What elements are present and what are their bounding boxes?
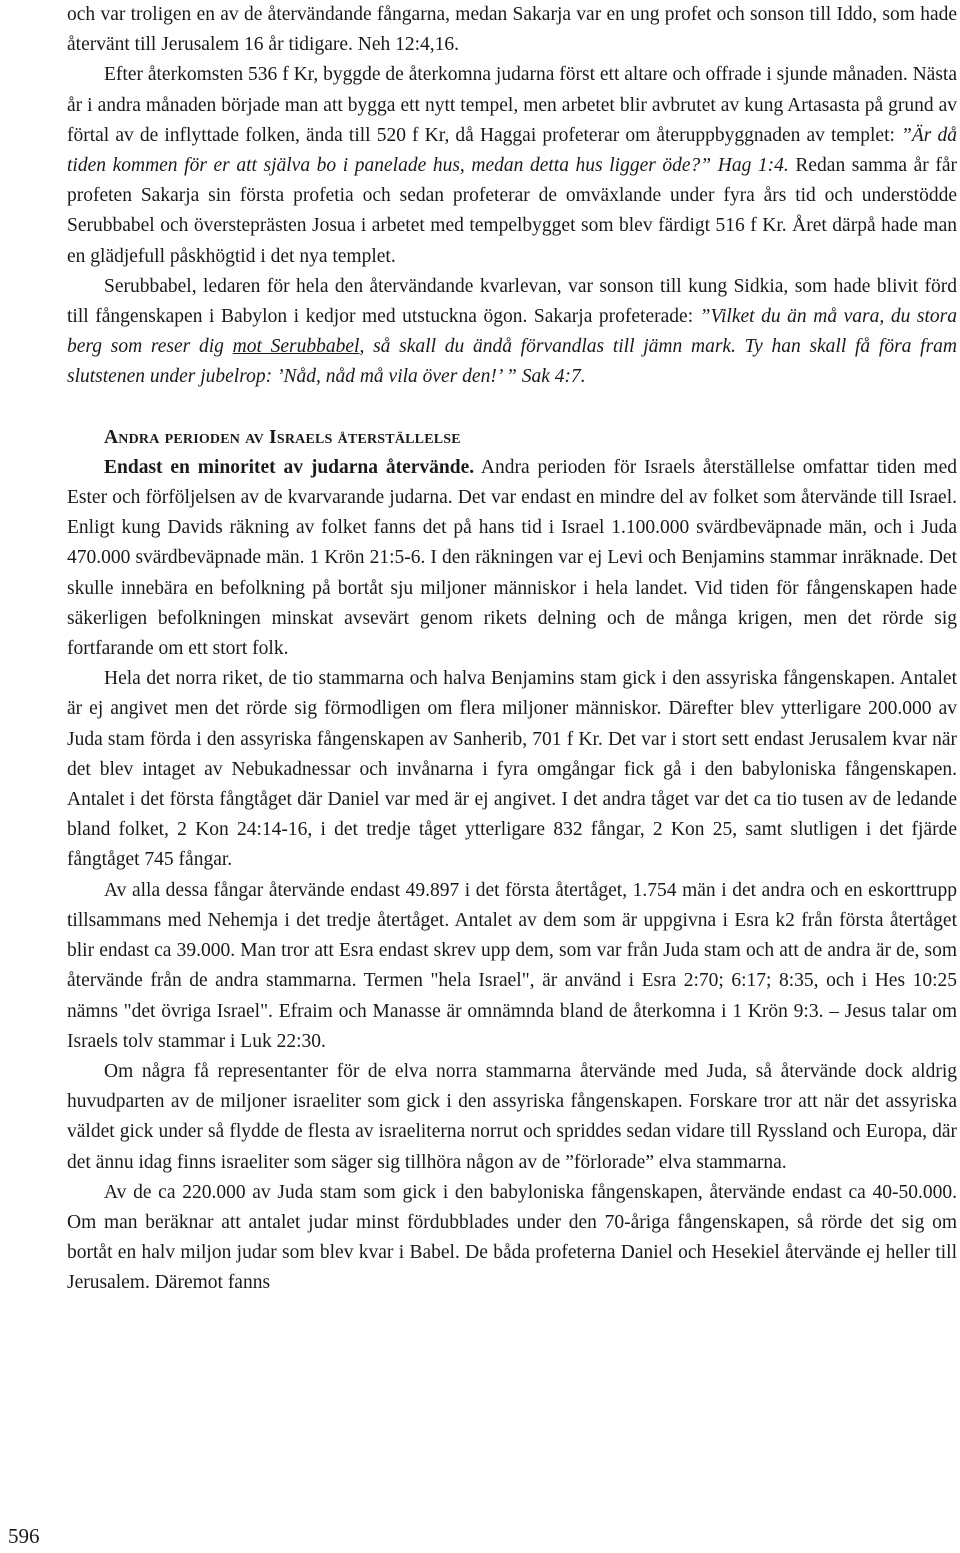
paragraph-3	[67, 272, 957, 393]
paragraph-2-text-cont: Redan samma år får profeten Sakarja sin första profetia och sedan profeterar de omväxlande under fyra års tid och understödde Serubbabel och översteprästen Josua i arbetet med tempelbygget som blev färdigt 516 f Kr. Året därpå hade man en glädjefull påskhögtid i det nya templet.	[67, 155, 958, 267]
paragraph-1	[67, 0, 957, 60]
paragraph-2	[67, 60, 957, 271]
sakarja-quote: ”Vilket du än må vara, du stora berg som reser dig	[67, 306, 957, 358]
paragraph-3-text: Serubbabel, ledaren för hela den återvändande kvarlevan, var sonson till kung Sidkia, som hade blivit förd till fångenskapen i Babylon i kedjor med utstuckna ögon. Sakarja profeterade:	[67, 275, 957, 328]
section-heading: Andra perioden av Israels återställelse	[104, 426, 461, 448]
sakarja-quote-underlined: mot Serubbabel	[232, 336, 360, 358]
paragraph-1-text: och var troligen en av de återvändande fångarna, medan Sakarja var en ung profet och sonson till Iddo, som hade återvänt till Jerusalem 16 år tidigare. Neh 12:4,16.	[67, 4, 957, 56]
document-body	[67, 0, 957, 1299]
paragraph-4	[67, 453, 957, 664]
paragraph-7: Om några få representanter för de elva norra stammarna återvände med Juda, så återvände dock aldrig huvudparten av de miljoner israeliter som gick i den assyriska fångenskapen. Forskare tror att när det assyriska väldet gick under så flydde de flesta av israeliterna norrut och spriddes sedan vidare till Ryssland och Europa, där det ännu idag finns israeliter som säger sig tillhöra någon av de ”förlorade” elva stammarna.	[67, 1060, 957, 1173]
paragraph-6: Av alla dessa fångar återvände endast 49.897 i det första återtåget, 1.754 män i det andra och en eskorttrupp tillsammans med Nehemja i det tredje återtåget. Antalet av dem som är uppgivna i Esra k2 från första återtåget blir endast ca 39.000. Man tror att Esra endast skrev upp dem, som var från Juda stam och att de andra är de, som återvände från de andra stammarna. Termen "hela Israel", är använd i Esra 2:70; 6:17; 8:35, och i Hes 10:25 nämns "det övriga Israel". Efraim och Manasse är omnämnda bland de återkomna i 1 Krön 9:3. – Jesus talar om Israels tolv stammar i Luk 22:30.	[67, 879, 957, 1052]
paragraph-4-text: Andra perioden för Israels återställelse omfattar tiden med Ester och förföljelsen av de kvarvarande judarna. Det var endast en mindre del av folket som återvände till Israel. Enligt kung Davids räkning av folket fanns det på hans tid i Israel 1.100.000 svärdbeväpnade män, och i Juda 470.000 svärdbeväpnade män. 1 Krön 21:5-6. I den räkningen var ej Levi och Benjamins stammar inräknade. Det skulle innebära en befolkning på bortåt sju miljoner människor i hela landet. Vid tiden för fångenskapen hade säkerligen befolkningen minskat avsevärt genom rikets delning och de många krigen, men det rörde sig fortfarande om ett stort folk.	[67, 456, 957, 660]
paragraph-4-lead: Endast en minoritet av judarna återvände.	[104, 456, 475, 478]
sakarja-quote-cont: , så skall du ändå förvandlas till jämn mark. Ty han skall få föra fram slutstenen under jubelrop: ’Nåd, nåd må vila över den!’ ” Sak 4:7.	[67, 336, 957, 388]
paragraph-8: Av de ca 220.000 av Juda stam som gick i den babyloniska fångenskapen, återvände endast ca 40-50.000. Om man beräknar att antalet judar minst fördubblades under den 70-åriga fångenskapen, så rörde det sig om bortåt en halv miljon judar som blev kvar i Babel. De båda profeterna Daniel och Hesekiel återvände ej heller till Jerusalem. Däremot fanns	[67, 1181, 957, 1294]
paragraph-2-text: Efter återkomsten 536 f Kr, byggde de återkomna judarna först ett altare och offrade i sjunde månaden. Nästa år i andra månaden började man att bygga ett nytt tempel, men arbetet blir avbrutet av kung Artasasta på grund av förtal av de inflyttade folken, ända till 520 f Kr, då Haggai profeterar om återuppbyggnaden av templet:	[67, 64, 957, 146]
haggai-quote: ”Är då tiden kommen för er att själva bo i panelade hus, medan detta hus ligger öde?” Hag 1:4.	[67, 124, 957, 177]
paragraph-5: Hela det norra riket, de tio stammarna och halva Benjamins stam gick i den assyriska fångenskapen. Antalet är ej angivet men det rörde sig förmodligen om flera miljoner människor. Därefter blev ytterligare 200.000 av Juda stam förda i den assyriska fångenskapen av Sanherib, 701 f Kr. Det var i stort sett endast Jerusalem kvar när det blev intaget av Nebukadnessar och invånarna i fyra omgångar fick gå i den babyloniska fångenskapen. Antalet i det första fångtåget där Daniel var med är ej angivet. I det andra tåget var det ca tio tusen av de ledande bland folket, 2 Kon 24:14-16, i det tredje tåget ytterligare 832 fångar, 2 Kon 25, samt slutligen i det fjärde fångtåget 745 fångar.	[67, 668, 957, 871]
page-number: 596	[8, 1524, 40, 1548]
